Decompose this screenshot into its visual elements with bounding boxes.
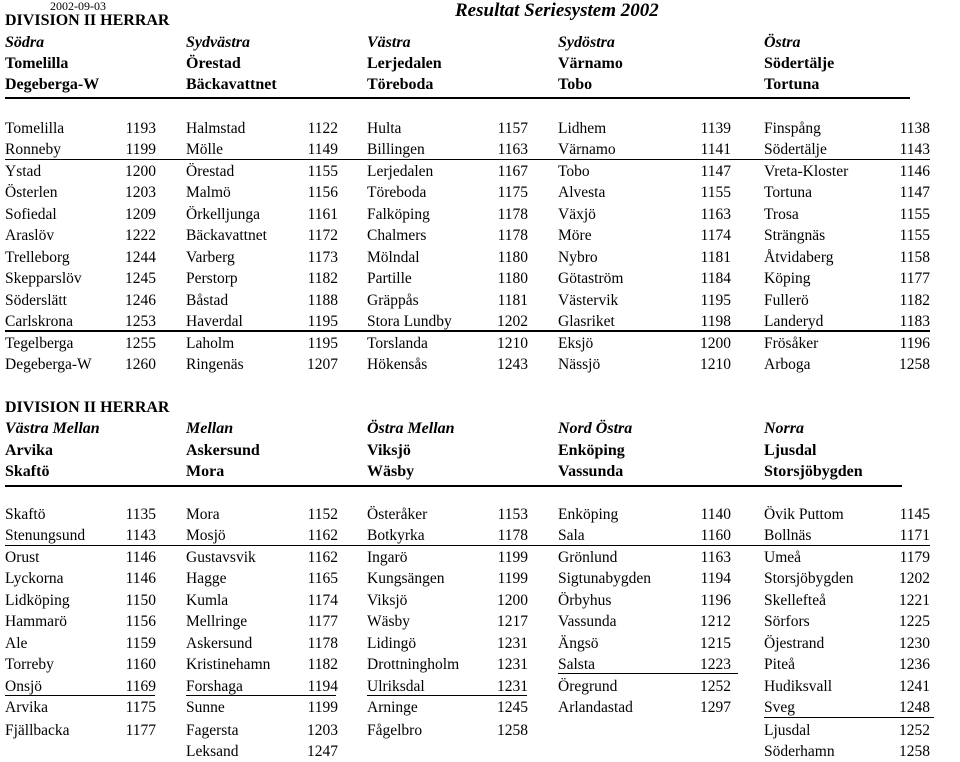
team-score: 1162 <box>307 527 338 544</box>
group-winner: Ljusdal <box>764 442 817 459</box>
cell-underline <box>5 695 155 696</box>
team-score: 1174 <box>307 592 338 609</box>
group-winner: Arvika <box>5 442 53 459</box>
team-score: 1122 <box>307 120 338 137</box>
group-winner: Askersund <box>186 442 260 459</box>
team-name: Sigtunabygden <box>558 570 651 587</box>
team-score: 1169 <box>125 678 156 695</box>
team-name: Fjällbacka <box>5 722 70 739</box>
team-name: Fågelbro <box>367 722 423 739</box>
team-name: Sala <box>558 527 585 544</box>
team-name: Tortuna <box>764 184 812 201</box>
team-score: 1182 <box>307 656 338 673</box>
team-name: Tomelilla <box>5 120 65 137</box>
group-name: Norra <box>764 420 805 437</box>
team-name: Öjestrand <box>764 635 825 652</box>
team-name: Billingen <box>367 141 425 158</box>
team-name: Lidköping <box>5 592 70 609</box>
team-score: 1156 <box>125 613 156 630</box>
team-score: 1195 <box>307 335 338 352</box>
team-score: 1162 <box>307 549 338 566</box>
team-name: Askersund <box>186 635 253 652</box>
team-name: Nässjö <box>558 356 601 373</box>
team-name: Frösåker <box>764 335 819 352</box>
team-name: Varberg <box>186 249 235 266</box>
team-score: 1243 <box>497 356 528 373</box>
team-score: 1245 <box>125 270 156 287</box>
team-score: 1139 <box>700 120 731 137</box>
team-name: Åtvidaberg <box>764 249 834 266</box>
team-score: 1255 <box>125 335 156 352</box>
group-runner-up: Degeberga-W <box>5 76 100 93</box>
team-score: 1155 <box>899 206 930 223</box>
team-name: Lidingö <box>367 635 417 652</box>
team-score: 1141 <box>700 141 731 158</box>
team-name: Mora <box>186 506 220 523</box>
team-name: Lidhem <box>558 120 607 137</box>
team-score: 1248 <box>899 699 930 716</box>
row-divider <box>5 545 930 546</box>
team-score: 1222 <box>125 227 156 244</box>
team-score: 1244 <box>125 249 156 266</box>
team-name: Ronneby <box>5 141 61 158</box>
group-name: Östra Mellan <box>367 420 455 437</box>
group-winner: Värnamo <box>558 55 623 72</box>
team-name: Hökensås <box>367 356 428 373</box>
team-score: 1163 <box>700 206 731 223</box>
team-score: 1156 <box>307 184 338 201</box>
team-name: Forshaga <box>186 678 243 695</box>
group-runner-up: Wäsby <box>367 463 415 480</box>
team-score: 1212 <box>700 613 731 630</box>
team-name: Hulta <box>367 120 402 137</box>
group-name: Södra <box>5 34 45 51</box>
team-name: Strängnäs <box>764 227 826 244</box>
team-name: Sunne <box>186 699 225 716</box>
team-score: 1147 <box>700 163 731 180</box>
group-winner: Örestad <box>186 55 241 72</box>
team-name: Mosjö <box>186 527 226 544</box>
team-name: Bäckavattnet <box>186 227 267 244</box>
team-name: Umeå <box>764 549 802 566</box>
team-name: Botkyrka <box>367 527 425 544</box>
team-score: 1174 <box>700 227 731 244</box>
team-score: 1171 <box>899 527 930 544</box>
team-name: Landeryd <box>764 313 824 330</box>
team-name: Ystad <box>5 163 42 180</box>
team-score: 1175 <box>497 184 528 201</box>
team-name: Tegelberga <box>5 335 74 352</box>
team-name: Degeberga-W <box>5 356 92 373</box>
team-name: Örestad <box>186 163 235 180</box>
team-name: Österlen <box>5 184 58 201</box>
team-name: Ulriksdal <box>367 678 425 695</box>
group-runner-up: Tobo <box>558 76 593 93</box>
team-score: 1253 <box>125 313 156 330</box>
team-score: 1193 <box>125 120 156 137</box>
group-runner-up: Mora <box>186 463 225 480</box>
team-score: 1182 <box>899 292 930 309</box>
team-score: 1297 <box>700 699 731 716</box>
team-score: 1135 <box>125 506 156 523</box>
team-score: 1200 <box>497 592 528 609</box>
team-score: 1246 <box>125 292 156 309</box>
team-name: Halmstad <box>186 120 246 137</box>
team-name: Kungsängen <box>367 570 445 587</box>
team-score: 1143 <box>899 141 930 158</box>
team-name: Sveg <box>764 699 795 716</box>
team-name: Trosa <box>764 206 799 223</box>
group-name: Sydvästra <box>186 34 250 51</box>
group-runner-up: Vassunda <box>558 463 624 480</box>
team-name: Södertälje <box>764 141 827 158</box>
team-score: 1210 <box>700 356 731 373</box>
team-score: 1209 <box>125 206 156 223</box>
team-name: Värnamo <box>558 141 616 158</box>
team-name: Ljusdal <box>764 722 811 739</box>
team-score: 1146 <box>125 570 156 587</box>
team-score: 1172 <box>307 227 338 244</box>
team-name: Perstorp <box>186 270 238 287</box>
team-score: 1159 <box>125 635 156 652</box>
team-name: Hudiksvall <box>764 678 833 695</box>
team-score: 1231 <box>497 678 528 695</box>
team-name: Onsjö <box>5 678 43 695</box>
team-name: Sörfors <box>764 613 810 630</box>
team-name: Grönlund <box>558 549 618 566</box>
team-name: Hagge <box>186 570 227 587</box>
team-name: Mölndal <box>367 249 420 266</box>
team-score: 1161 <box>307 206 338 223</box>
team-name: Österåker <box>367 506 428 523</box>
cell-underline <box>764 717 934 718</box>
team-score: 1155 <box>700 184 731 201</box>
cell-underline <box>558 673 738 674</box>
team-name: Wäsby <box>367 613 411 630</box>
team-score: 1252 <box>899 722 930 739</box>
team-score: 1195 <box>307 313 338 330</box>
team-score: 1194 <box>700 570 731 587</box>
team-score: 1182 <box>307 270 338 287</box>
group-winner: Tomelilla <box>5 55 69 72</box>
group-runner-up: Storsjöbygden <box>764 463 863 480</box>
team-score: 1152 <box>307 506 338 523</box>
team-score: 1198 <box>700 313 731 330</box>
team-score: 1200 <box>125 163 156 180</box>
team-score: 1143 <box>125 527 156 544</box>
team-score: 1173 <box>307 249 338 266</box>
team-score: 1196 <box>899 335 930 352</box>
team-score: 1160 <box>125 656 156 673</box>
team-name: Viksjö <box>367 592 408 609</box>
team-name: Gräppås <box>367 292 419 309</box>
team-score: 1181 <box>497 292 528 309</box>
team-score: 1247 <box>307 743 338 760</box>
team-score: 1203 <box>307 722 338 739</box>
report-title: Resultat Seriesystem 2002 <box>455 0 659 21</box>
team-score: 1200 <box>700 335 731 352</box>
team-score: 1158 <box>899 249 930 266</box>
group-winner: Lerjedalen <box>367 55 442 72</box>
team-name: Ängsö <box>558 635 599 652</box>
team-name: Bollnäs <box>764 527 812 544</box>
team-score: 1195 <box>700 292 731 309</box>
team-name: Växjö <box>558 206 596 223</box>
cell-underline <box>186 695 336 696</box>
team-name: Skellefteå <box>764 592 826 609</box>
team-name: Köping <box>764 270 811 287</box>
group-name: Västra Mellan <box>5 420 100 437</box>
team-name: Götaström <box>558 270 624 287</box>
team-name: Övik Puttom <box>764 506 844 523</box>
group-name: Mellan <box>186 420 234 437</box>
team-score: 1230 <box>899 635 930 652</box>
team-score: 1178 <box>307 635 338 652</box>
team-score: 1215 <box>700 635 731 652</box>
team-name: Nybro <box>558 249 598 266</box>
section-rule <box>5 485 902 487</box>
row-divider <box>5 159 930 160</box>
team-name: Orust <box>5 549 40 566</box>
team-score: 1225 <box>899 613 930 630</box>
team-score: 1163 <box>497 141 528 158</box>
division-heading: DIVISION II HERRAR <box>5 399 170 416</box>
team-name: Ale <box>5 635 28 652</box>
team-score: 1160 <box>700 527 731 544</box>
team-score: 1223 <box>700 656 731 673</box>
section-rule <box>5 97 910 99</box>
team-name: Kristinehamn <box>186 656 271 673</box>
team-score: 1202 <box>497 313 528 330</box>
team-score: 1188 <box>307 292 338 309</box>
team-name: Storsjöbygden <box>764 570 854 587</box>
team-score: 1138 <box>899 120 930 137</box>
team-score: 1165 <box>307 570 338 587</box>
team-name: Skepparslöv <box>5 270 82 287</box>
team-name: Salsta <box>558 656 596 673</box>
team-score: 1146 <box>899 163 930 180</box>
team-score: 1196 <box>700 592 731 609</box>
team-name: Arboga <box>764 356 811 373</box>
team-name: Arvika <box>5 699 49 716</box>
division-heading: DIVISION II HERRAR <box>5 12 170 29</box>
team-score: 1180 <box>497 270 528 287</box>
team-score: 1155 <box>899 227 930 244</box>
team-score: 1194 <box>307 678 338 695</box>
group-runner-up: Bäckavattnet <box>186 76 277 93</box>
team-score: 1199 <box>125 141 156 158</box>
team-score: 1179 <box>899 549 930 566</box>
team-score: 1199 <box>307 699 338 716</box>
team-name: Eksjö <box>558 335 594 352</box>
team-score: 1146 <box>125 549 156 566</box>
team-name: Sofiedal <box>5 206 57 223</box>
team-score: 1178 <box>497 227 528 244</box>
team-name: Örkelljunga <box>186 206 261 223</box>
team-score: 1147 <box>899 184 930 201</box>
team-name: Partille <box>367 270 412 287</box>
team-score: 1252 <box>700 678 731 695</box>
group-name: Västra <box>367 34 411 51</box>
team-name: Arninge <box>367 699 418 716</box>
team-name: Torslanda <box>367 335 428 352</box>
team-name: Skaftö <box>5 506 46 523</box>
team-score: 1217 <box>497 613 528 630</box>
team-name: Torreby <box>5 656 54 673</box>
team-score: 1181 <box>700 249 731 266</box>
team-score: 1177 <box>125 722 156 739</box>
group-runner-up: Töreboda <box>367 76 434 93</box>
team-name: Hammarö <box>5 613 67 630</box>
team-score: 1178 <box>497 206 528 223</box>
team-name: Glasriket <box>558 313 615 330</box>
team-score: 1202 <box>899 570 930 587</box>
team-name: Möre <box>558 227 592 244</box>
team-name: Örbyhus <box>558 592 612 609</box>
team-score: 1155 <box>307 163 338 180</box>
team-name: Västervik <box>558 292 619 309</box>
team-name: Drottningholm <box>367 656 460 673</box>
team-name: Ringenäs <box>186 356 244 373</box>
team-score: 1210 <box>497 335 528 352</box>
team-name: Vreta-Kloster <box>764 163 849 180</box>
group-winner: Södertälje <box>764 55 835 72</box>
team-name: Araslöv <box>5 227 55 244</box>
team-name: Stora Lundby <box>367 313 452 330</box>
team-name: Mölle <box>186 141 224 158</box>
team-name: Laholm <box>186 335 235 352</box>
group-name: Sydöstra <box>558 34 615 51</box>
team-score: 1177 <box>307 613 338 630</box>
team-name: Finspång <box>764 120 821 137</box>
team-name: Alvesta <box>558 184 606 201</box>
team-score: 1260 <box>125 356 156 373</box>
team-name: Ingarö <box>367 549 408 566</box>
team-name: Vassunda <box>558 613 617 630</box>
team-name: Öregrund <box>558 678 618 695</box>
team-name: Tobo <box>558 163 590 180</box>
team-name: Söderslätt <box>5 292 67 309</box>
team-name: Trelleborg <box>5 249 70 266</box>
team-name: Stenungsund <box>5 527 86 544</box>
team-score: 1153 <box>497 506 528 523</box>
team-name: Carlskrona <box>5 313 74 330</box>
team-name: Malmö <box>186 184 231 201</box>
group-name: Östra <box>764 34 801 51</box>
team-name: Chalmers <box>367 227 427 244</box>
team-score: 1150 <box>125 592 156 609</box>
team-name: Lerjedalen <box>367 163 434 180</box>
cell-underline <box>367 695 527 696</box>
team-score: 1258 <box>497 722 528 739</box>
team-score: 1221 <box>899 592 930 609</box>
team-score: 1184 <box>700 270 731 287</box>
team-score: 1163 <box>700 549 731 566</box>
group-winner: Enköping <box>558 442 625 459</box>
team-name: Lyckorna <box>5 570 64 587</box>
team-score: 1241 <box>899 678 930 695</box>
team-name: Haverdal <box>186 313 243 330</box>
team-name: Töreboda <box>367 184 427 201</box>
group-runner-up: Skaftö <box>5 463 50 480</box>
team-score: 1149 <box>307 141 338 158</box>
team-name: Leksand <box>186 743 239 760</box>
team-name: Piteå <box>764 656 795 673</box>
team-name: Mellringe <box>186 613 248 630</box>
team-name: Fullerö <box>764 292 809 309</box>
team-score: 1258 <box>899 743 930 760</box>
team-score: 1199 <box>497 570 528 587</box>
team-score: 1207 <box>307 356 338 373</box>
team-name: Falköping <box>367 206 430 223</box>
team-score: 1199 <box>497 549 528 566</box>
group-runner-up: Tortuna <box>764 76 820 93</box>
team-name: Söderhamn <box>764 743 835 760</box>
team-score: 1236 <box>899 656 930 673</box>
team-name: Arlandastad <box>558 699 633 716</box>
team-score: 1180 <box>497 249 528 266</box>
team-name: Kumla <box>186 592 229 609</box>
team-score: 1167 <box>497 163 528 180</box>
team-name: Enköping <box>558 506 619 523</box>
team-score: 1245 <box>497 699 528 716</box>
team-name: Båstad <box>186 292 229 309</box>
team-name: Fagersta <box>186 722 239 739</box>
team-score: 1178 <box>497 527 528 544</box>
group-name: Nord Östra <box>558 420 633 437</box>
team-score: 1231 <box>497 656 528 673</box>
row-divider <box>5 330 930 332</box>
team-score: 1145 <box>899 506 930 523</box>
team-score: 1177 <box>899 270 930 287</box>
team-score: 1258 <box>899 356 930 373</box>
group-winner: Viksjö <box>367 442 411 459</box>
team-score: 1231 <box>497 635 528 652</box>
team-score: 1140 <box>700 506 731 523</box>
team-score: 1157 <box>497 120 528 137</box>
team-score: 1175 <box>125 699 156 716</box>
report-date: 2002-09-03 <box>50 0 106 13</box>
team-score: 1203 <box>125 184 156 201</box>
team-name: Gustavsvik <box>186 549 256 566</box>
team-score: 1183 <box>899 313 930 330</box>
